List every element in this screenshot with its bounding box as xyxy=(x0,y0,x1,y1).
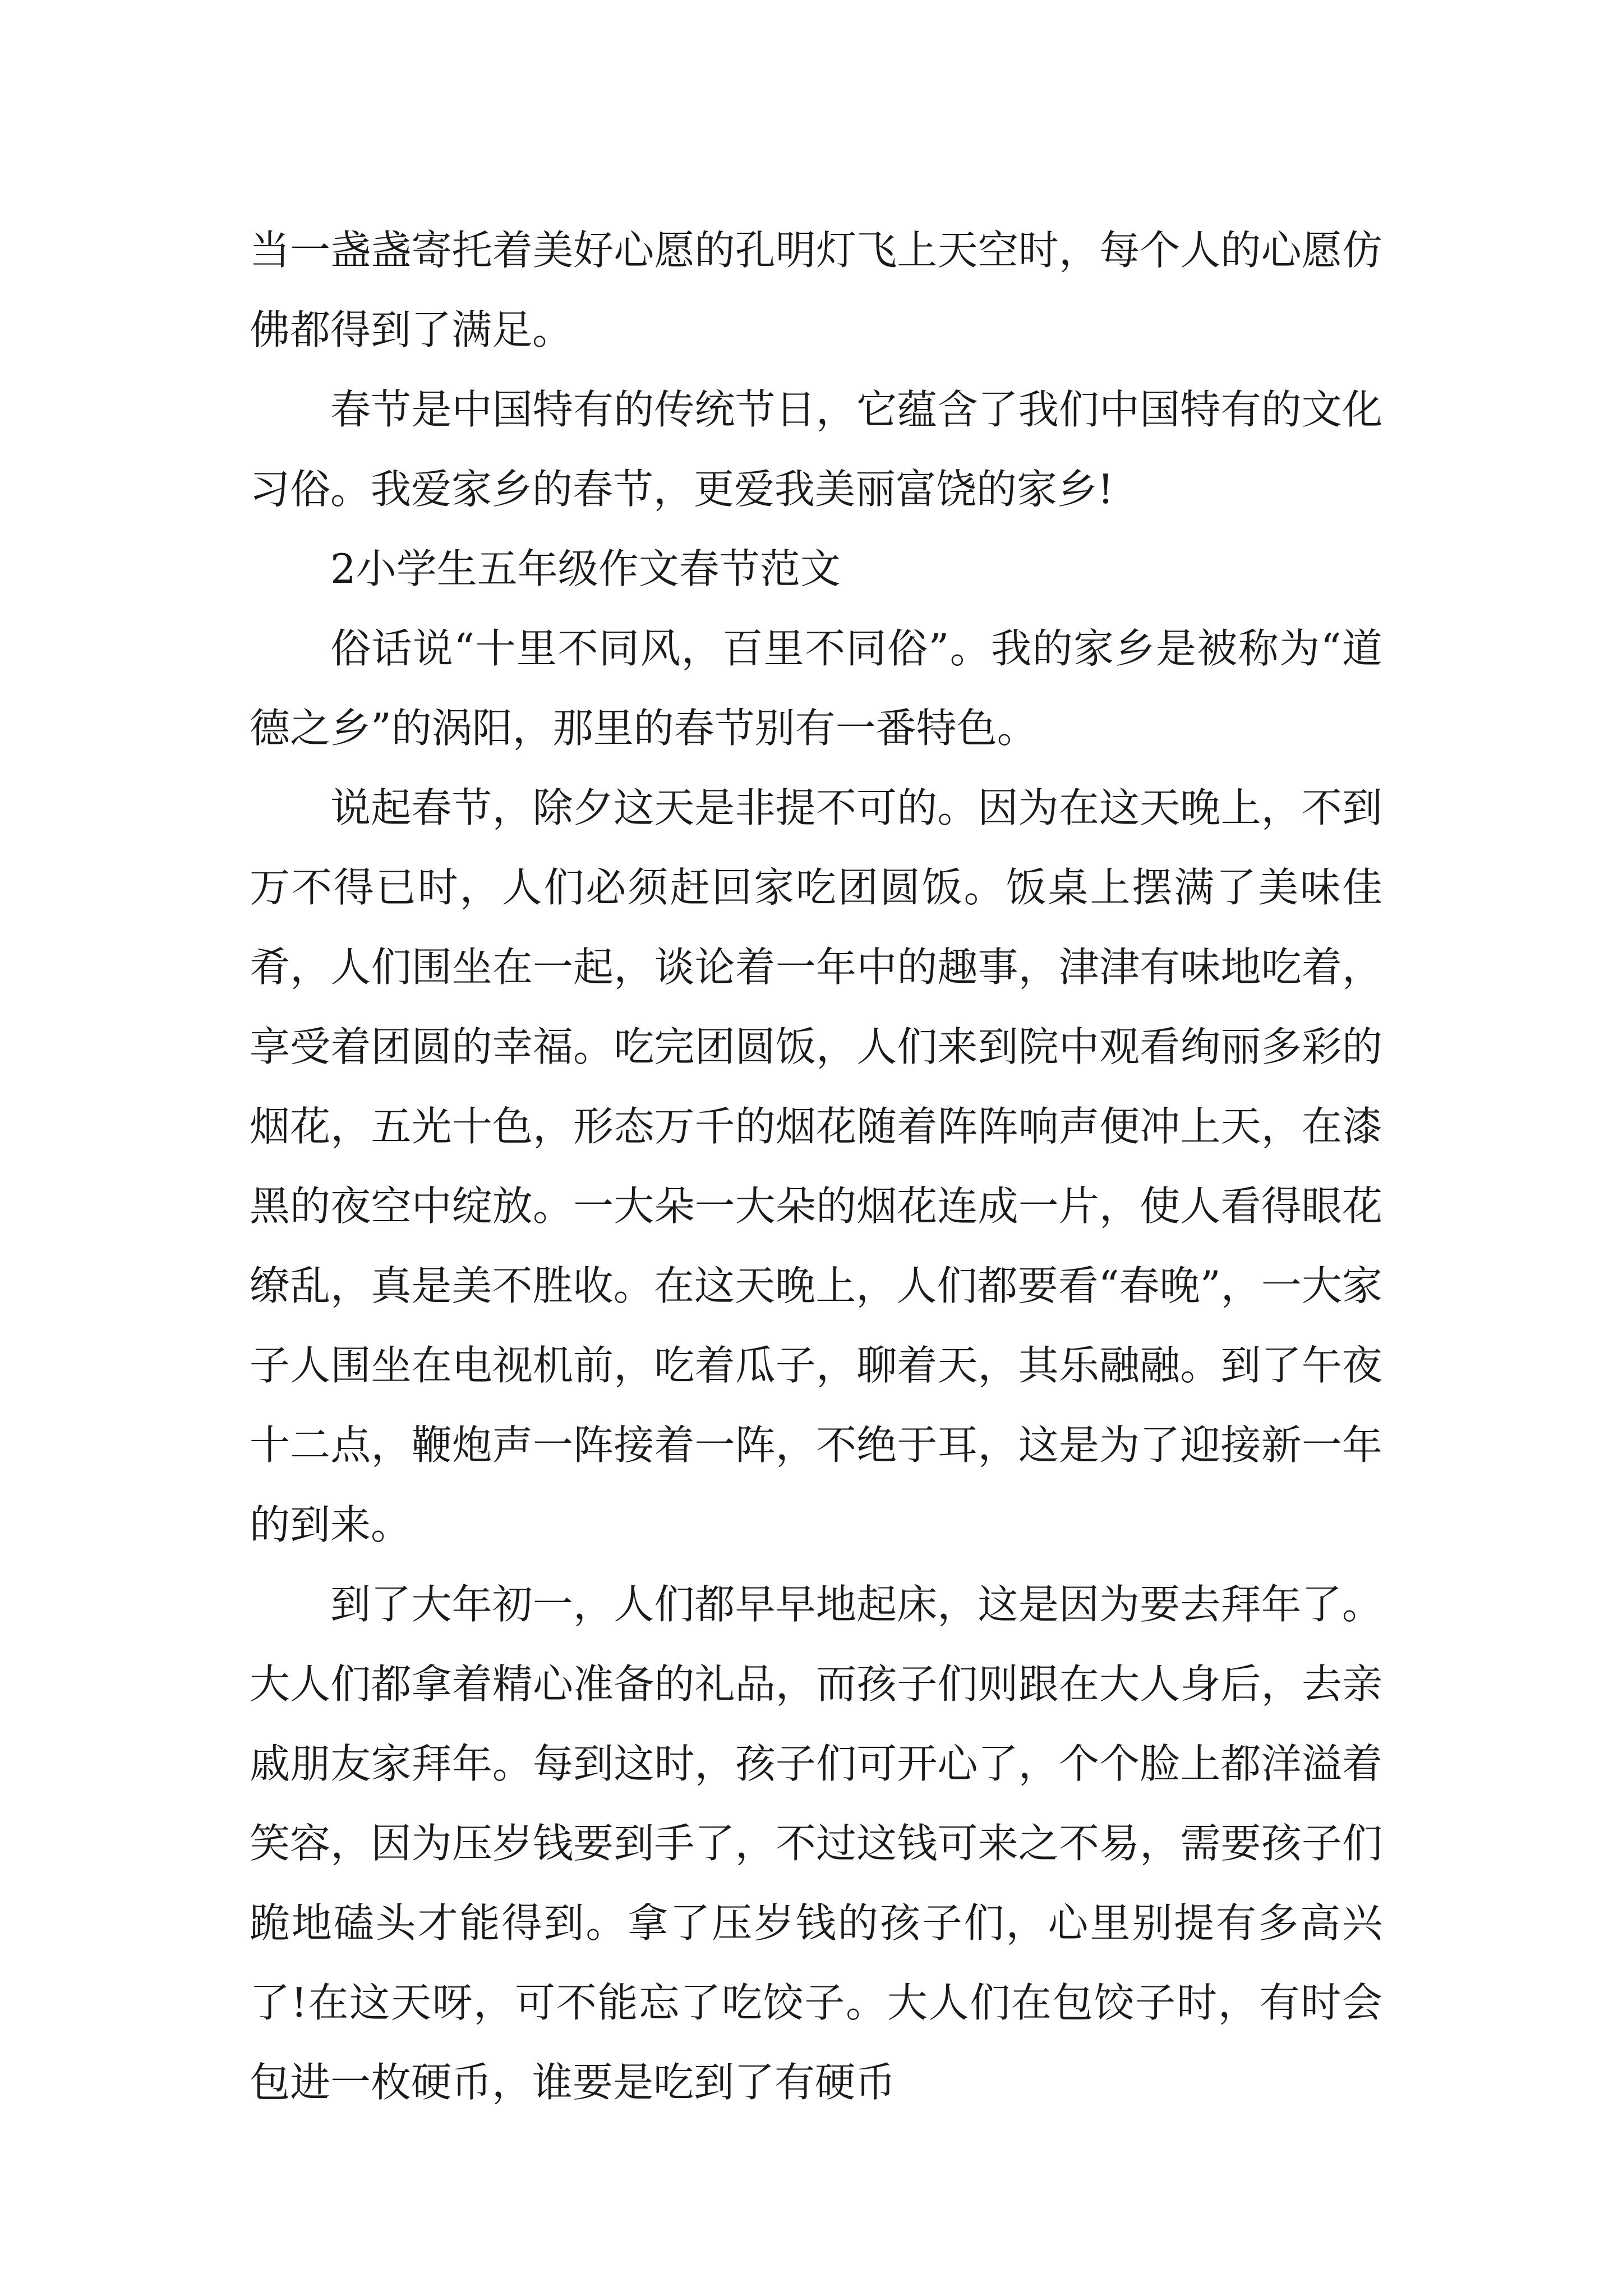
essay-heading: 2小学生五年级作文春节范文 xyxy=(330,545,841,592)
paragraph-new-years-eve: 说起春节，除夕这天是非提不可的。因为在这天晚上，不到万不得已时，人们必须赶回家吃团圆饭。饭桌上摆满了美味佳肴，人们围坐在一起，谈论着一年中的趣事，津津有味地吃着，享受着团圆的幸福。吃完团圆饭，人们来到院中观看绚丽多彩的烟花，五光十色，形态万千的烟花随着阵阵响声便冲上天，在漆黑的夜空中绽放。一大朵一大朵的烟花连成一片，使人看得眼花缭乱，真是美不胜收。在这天晚上，人们都要看“春晚”，一大家子人围坐在电视机前，吃着瓜子，聊着天，其乐融融。到了午夜十二点，鞭炮声一阵接着一阵，不绝于耳，这是为了迎接新一年的到来。 xyxy=(250,784,1382,1548)
document-body xyxy=(250,210,1382,2122)
paragraph-new-years-day: 到了大年初一，人们都早早地起床，这是因为要去拜年了。大人们都拿着精心准备的礼品，而孩子们则跟在大人身后，去亲戚朋友家拜年。每到这时，孩子们可开心了，个个脸上都洋溢着笑容，因为压岁钱要到手了，不过这钱可来之不易，需要孩子们跪地磕头才能得到。拿了压岁钱的孩子们，心里别提有多高兴了!在这天呀，可不能忘了吃饺子。大人们在包饺子时，有时会包进一枚硬币，谁要是吃到了有硬币 xyxy=(250,1581,1382,2106)
paragraph-lantern-wishes: 当一盏盏寄托着美好心愿的孔明灯飞上天空时，每个人的心愿仿佛都得到了满足。 xyxy=(250,227,1382,353)
paragraph-spring-festival-tradition: 春节是中国特有的传统节日，它蕴含了我们中国特有的文化习俗。我爱家乡的春节，更爱我美丽富饶的家乡! xyxy=(250,386,1382,513)
paragraph-hometown-intro: 俗话说“十里不同风，百里不同俗”。我的家乡是被称为“道德之乡”的涡阳，那里的春节别有一番特色。 xyxy=(250,625,1382,752)
